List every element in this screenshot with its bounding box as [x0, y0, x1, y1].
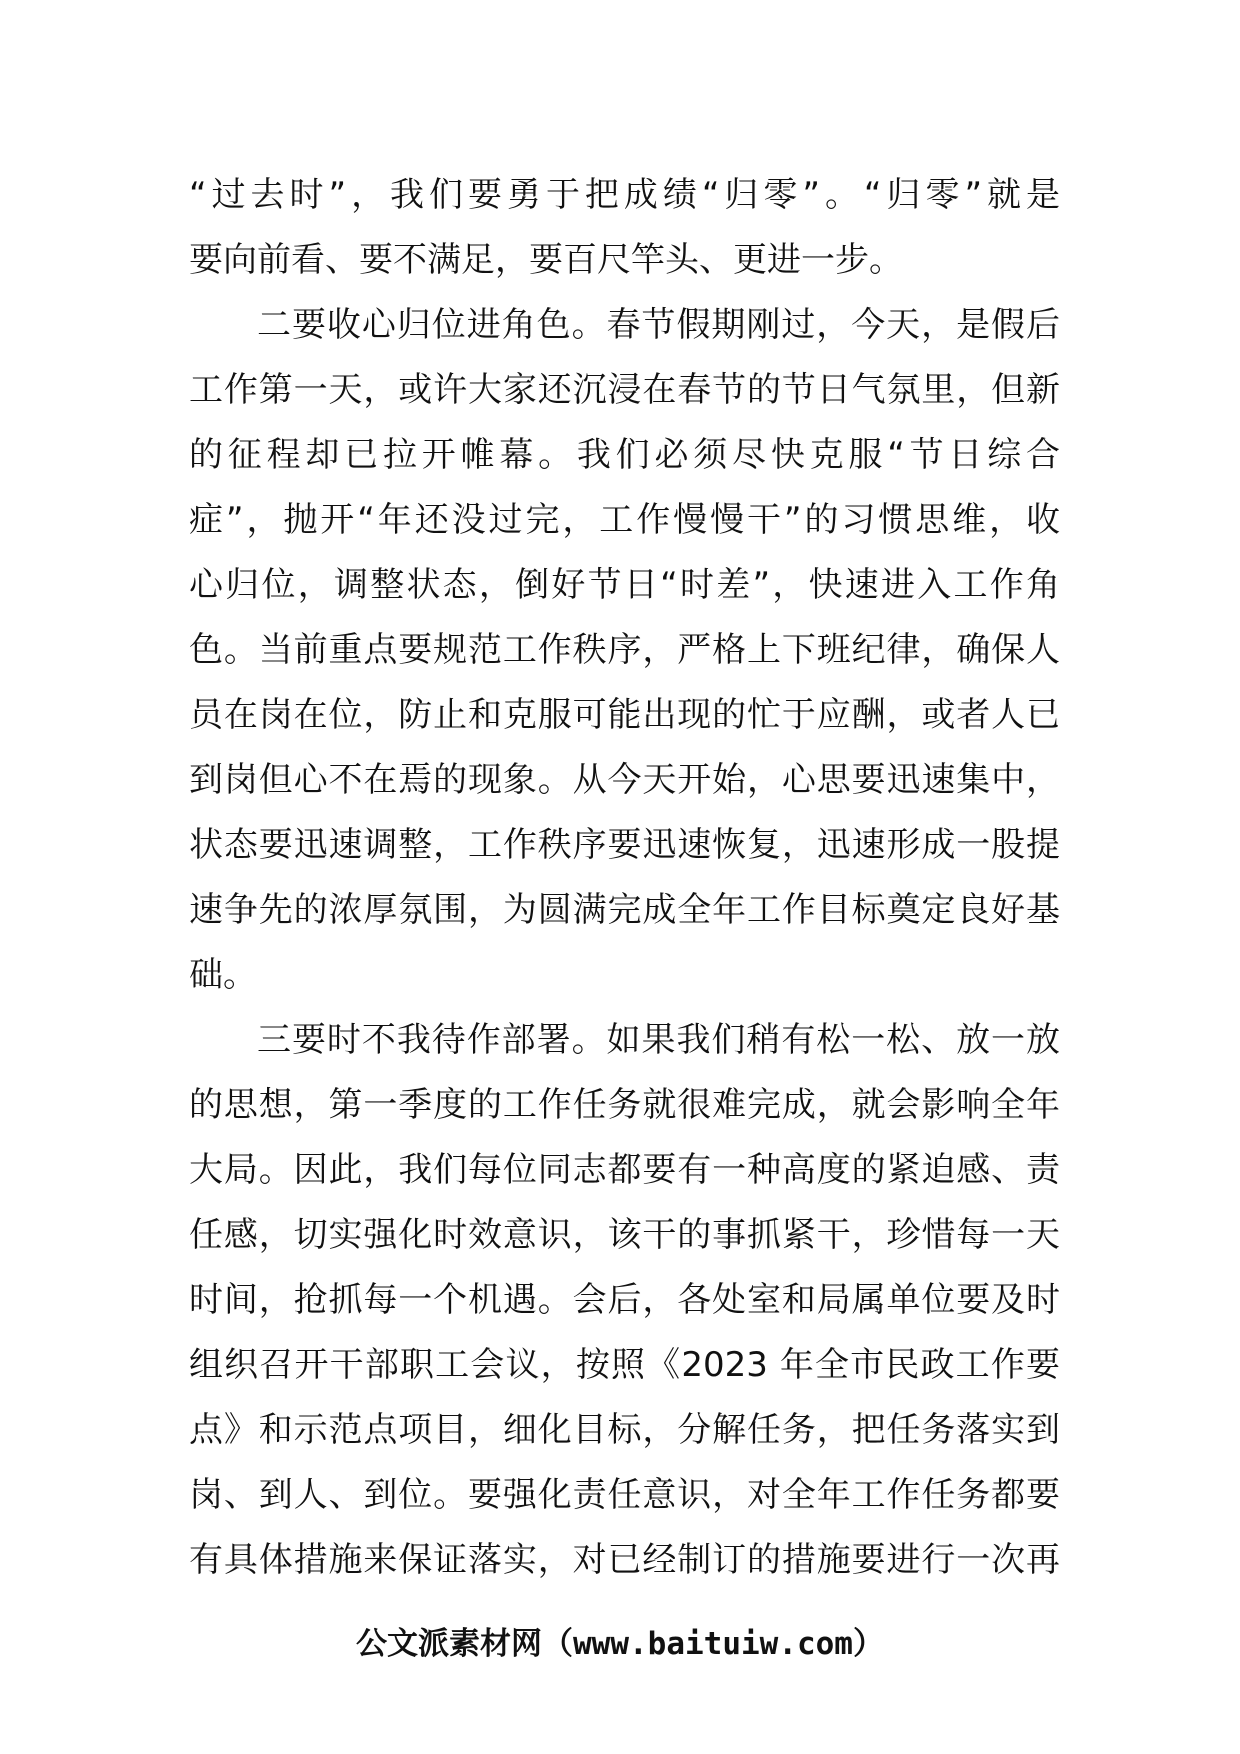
text-line: 的思想，第一季度的工作任务就很难完成，就会影响全年 — [189, 1085, 1060, 1125]
text-line: 状态要迅速调整，工作秩序要迅速恢复，迅速形成一股提 — [189, 825, 1060, 865]
text-line: 速争先的浓厚氛围，为圆满完成全年工作目标奠定良好基 — [189, 890, 1060, 930]
text-line: 点》和示范点项目，细化目标，分解任务，把任务落实到 — [189, 1410, 1060, 1450]
document-body — [189, 163, 1060, 1593]
text-line: 到岗但心不在焉的现象。从今天开始，心思要迅速集中， — [189, 760, 1060, 800]
text-line: 有具体措施来保证落实，对已经制订的措施要进行一次再 — [189, 1540, 1060, 1580]
text-line: 工作第一天，或许大家还沉浸在春节的节日气氛里，但新 — [189, 370, 1060, 410]
text-line: 员在岗在位，防止和克服可能出现的忙于应酬，或者人已 — [189, 695, 1060, 735]
text-line: 要向前看、要不满足，要百尺竿头、更进一步。 — [189, 240, 903, 280]
text-line: 础。 — [189, 955, 257, 995]
text-line: 任感，切实强化时效意识，该干的事抓紧干，珍惜每一天 — [189, 1215, 1060, 1255]
text-line: “过去时”，我们要勇于把成绩“归零”。“归零”就是 — [189, 175, 1060, 215]
text-line: 色。当前重点要规范工作秩序，严格上下班纪律，确保人 — [189, 630, 1060, 670]
text-line: 时间，抢抓每一个机遇。会后，各处室和局属单位要及时 — [189, 1280, 1060, 1320]
footer-site-name: 公文派素材网 — [356, 1626, 543, 1662]
text-line: 岗、到人、到位。要强化责任意识，对全年工作任务都要 — [189, 1475, 1060, 1515]
text-line: 的征程却已拉开帷幕。我们必须尽快克服“节日综合 — [189, 435, 1060, 475]
text-line: 心归位，调整状态，倒好节日“时差”，快速进入工作角 — [189, 565, 1060, 605]
footer-url: （www.baituiw.com） — [542, 1626, 884, 1662]
paragraph-start-line: 三要时不我待作部署。如果我们稍有松一松、放一放 — [257, 1020, 1060, 1060]
paragraph-start-line: 二要收心归位进角色。春节假期刚过，今天，是假后 — [257, 305, 1060, 345]
text-line: 症”，抛开“年还没过完，工作慢慢干”的习惯思维，收 — [189, 500, 1060, 540]
page-footer — [0, 1618, 1240, 1663]
text-line: 大局。因此，我们每位同志都要有一种高度的紧迫感、责 — [189, 1150, 1060, 1190]
text-line: 组织召开干部职工会议，按照《2023 年全市民政工作要 — [189, 1345, 1060, 1385]
